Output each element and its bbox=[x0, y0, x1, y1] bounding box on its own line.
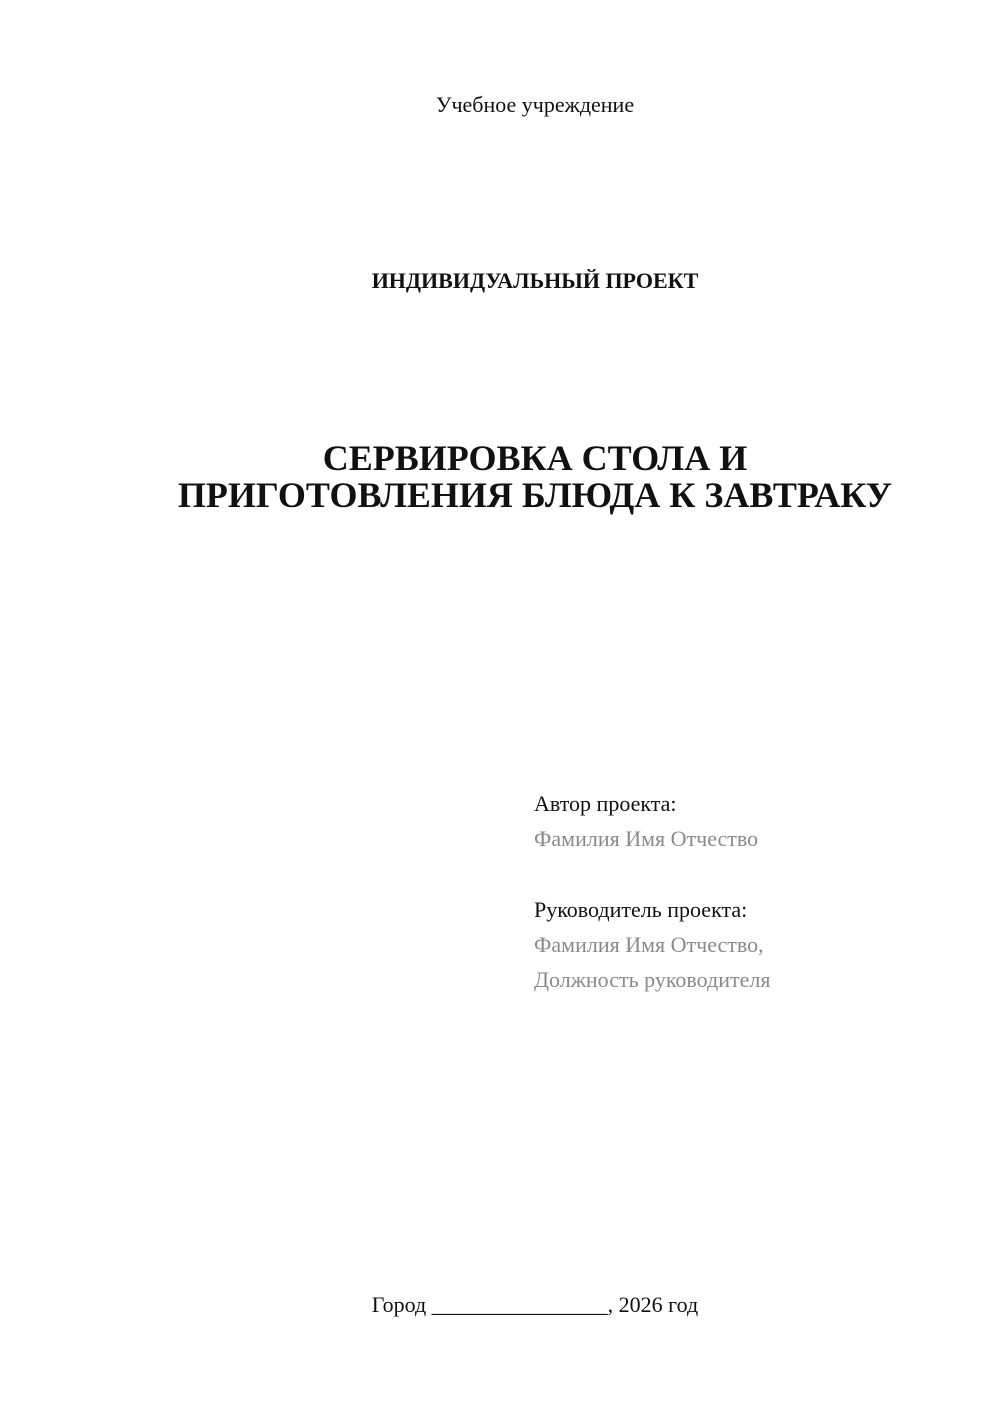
city-year-footer: Город ________________, 2026 год bbox=[371, 1292, 699, 1317]
project-title-line-2: ПРИГОТОВЛЕНИЯ БЛЮДА К ЗАВТРАКУ bbox=[177, 475, 893, 515]
author-name: Фамилия Имя Отчество bbox=[534, 826, 759, 851]
supervisor-label: Руководитель проекта: bbox=[534, 897, 748, 922]
supervisor-position: Должность руководителя bbox=[534, 967, 771, 992]
author-label: Автор проекта: bbox=[534, 791, 677, 816]
supervisor-name: Фамилия Имя Отчество, bbox=[534, 932, 764, 957]
project-title-line-1: СЕРВИРОВКА СТОЛА И bbox=[322, 438, 748, 478]
document-type: ИНДИВИДУАЛЬНЫЙ ПРОЕКТ bbox=[371, 268, 699, 293]
institution-name: Учебное учреждение bbox=[435, 92, 635, 117]
